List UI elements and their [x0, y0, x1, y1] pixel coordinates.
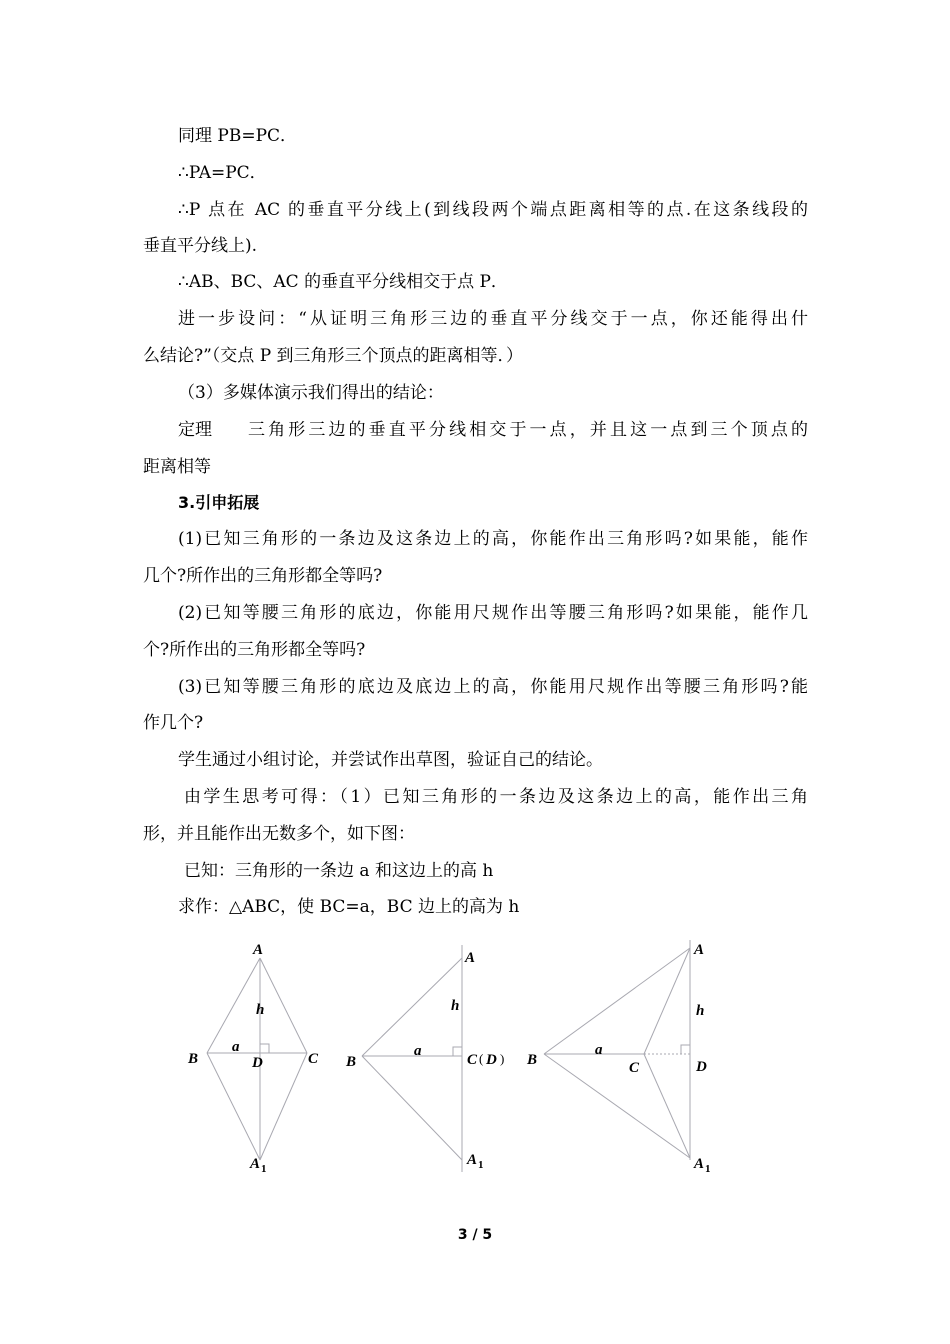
label-h: h: [451, 998, 460, 1014]
figure-3: [544, 940, 690, 1160]
text-line: 由学生思考可得：（1）已知三角形的一条边及这条边上的高，能作出三角: [184, 787, 808, 807]
text-line: (2)已知等腰三角形的底边，你能用尺规作出等腰三角形吗?如果能，能作几: [178, 603, 808, 623]
text-line: 已知：三角形的一条边 a 和这边上的高 h: [184, 861, 494, 881]
label-a1-subscript: 1: [705, 1163, 711, 1175]
label-a: A: [253, 942, 264, 958]
label-c: C: [629, 1060, 640, 1076]
figure-2: [362, 945, 462, 1172]
label-side-a: a: [414, 1043, 422, 1059]
right-angle-mark: [453, 1047, 462, 1056]
figures-svg: [0, 930, 950, 1190]
label-a1: A: [467, 1152, 478, 1168]
right-angle-mark: [681, 1045, 690, 1054]
text-line: 学生通过小组讨论，并尝试作出草图，验证自己的结论。: [178, 750, 603, 770]
page-number: 3 / 5: [457, 1227, 493, 1243]
label-a1-subscript: 1: [478, 1159, 484, 1171]
label-paren-open: (: [479, 1051, 484, 1066]
text-line: ∴PA=PC．: [178, 163, 267, 183]
theorem-label: 定理: [178, 420, 212, 440]
label-paren-close: ): [500, 1051, 505, 1066]
side-a1c: [260, 1053, 307, 1160]
label-a1: A: [694, 1156, 705, 1172]
side-a1c: [644, 1054, 690, 1158]
label-d: D: [696, 1059, 707, 1075]
label-side-a: a: [232, 1039, 240, 1055]
section-heading: 3.引申拓展: [178, 493, 260, 512]
label-a: A: [465, 950, 476, 966]
text-line: 求作：△ABC，使 BC=a，BC 边上的高为 h: [178, 897, 520, 917]
text-line: (3)已知等腰三角形的底边及底边上的高，你能用尺规作出等腰三角形吗?能: [178, 677, 808, 697]
side-ac: [644, 948, 690, 1054]
text-line: 几个?所作出的三角形都全等吗?: [143, 566, 383, 586]
text-line: 同理 PB=PC．: [178, 126, 298, 146]
side-ab: [362, 958, 462, 1056]
label-a1-subscript: 1: [261, 1163, 267, 1175]
text-line: 形，并且能作出无数多个，如下图：: [143, 824, 415, 844]
text-line: 进一步设问：“从证明三角形三边的垂直平分线交于一点，你还能得出什: [178, 309, 808, 329]
label-a1: A: [250, 1156, 261, 1172]
label-c: C: [467, 1052, 478, 1068]
label-c: C: [308, 1051, 319, 1067]
text-line: 垂直平分线上).: [143, 236, 258, 256]
label-h: h: [256, 1002, 265, 1018]
side-a1b: [362, 1056, 462, 1160]
label-a: A: [694, 942, 705, 958]
side-a1b: [544, 1054, 690, 1158]
text-line: ∴AB、BC、AC 的垂直平分线相交于点 P．: [178, 272, 508, 292]
label-b: B: [527, 1052, 538, 1068]
side-ac: [260, 958, 307, 1053]
text-line: (1)已知三角形的一条边及这条边上的高，你能作出三角形吗?如果能，能作: [178, 529, 808, 549]
label-d: D: [252, 1055, 263, 1071]
text-line: ∴P 点在 AC 的垂直平分线上(到线段两个端点距离相等的点.在这条线段的: [178, 200, 808, 220]
text-line: 作几个?: [143, 713, 204, 733]
text-line: （3）多媒体演示我们得出的结论：: [178, 383, 444, 403]
label-b: B: [346, 1054, 357, 1070]
construction-figures: [0, 930, 950, 1190]
right-angle-mark: [260, 1044, 269, 1053]
label-d: D: [486, 1052, 497, 1068]
label-side-a: a: [595, 1042, 603, 1058]
text-line: 个?所作出的三角形都全等吗?: [143, 640, 366, 660]
theorem-line: [178, 420, 808, 440]
label-h: h: [696, 1003, 705, 1019]
label-b: B: [188, 1051, 199, 1067]
side-ab: [544, 948, 690, 1054]
theorem-text: 三角形三边的垂直平分线相交于一点，并且这一点到三个顶点的: [248, 420, 808, 440]
text-line: 么结论?”（交点 P 到三角形三个顶点的距离相等．）: [143, 346, 524, 366]
text-line: 距离相等: [143, 457, 211, 477]
